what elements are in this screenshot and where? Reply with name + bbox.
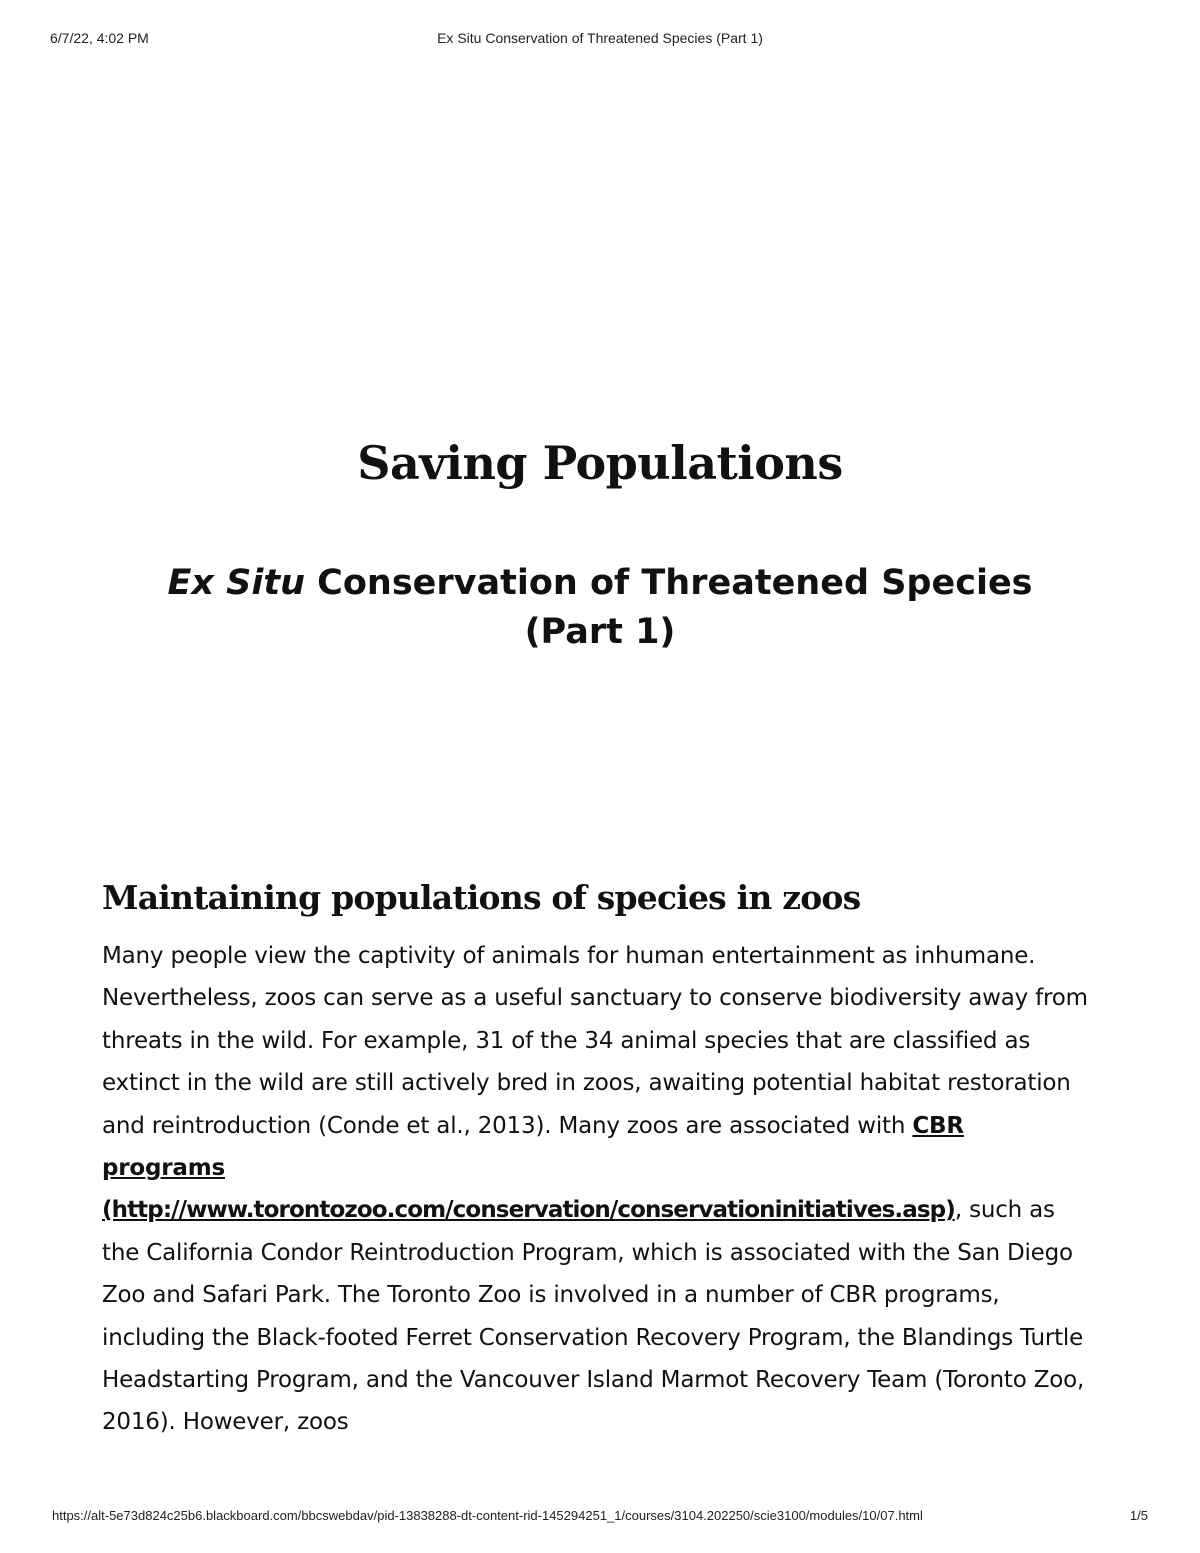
page-subtitle <box>150 559 1050 657</box>
print-footer <box>0 1508 1200 1528</box>
print-date: 6/7/22, 4:02 PM <box>50 30 149 46</box>
subtitle-text: Conservation of Threatened Species (Part 1) <box>305 563 1033 652</box>
body-paragraph <box>102 935 1092 1444</box>
print-url: https://alt-5e73d824c25b6.blackboard.com/bbcswebdav/pid-13838288-dt-content-rid-145294251_1/courses/3104.202250/scie3100/modules/10/07.html <box>52 1508 923 1523</box>
link-trailing-comma: , <box>954 1197 962 1224</box>
section-heading: Maintaining populations of species in zoos <box>102 878 861 917</box>
print-header <box>0 30 1200 50</box>
link-url: (http://www.torontozoo.com/conservation/conservationinitiatives.asp) <box>102 1197 955 1224</box>
page-title: Saving Populations <box>357 436 843 490</box>
print-page-title: Ex Situ Conservation of Threatened Species (Part 1) <box>437 30 763 46</box>
link-label: CBR programs <box>102 1112 964 1182</box>
page-number: 1/5 <box>1129 1508 1148 1523</box>
paragraph-text-after-link: such as the California Condor Reintroduction Program, which is associated with the San Diego Zoo and Safari Park. The Toronto Zoo is involved in a number of CBR programs, including the Black-footed Ferret Conservation Recovery Program, the Blandings Turtle Headstarting Program, and the Vancouver Island Marmot Recovery Team (Toronto Zoo, 2016). However, zoos <box>102 1197 1085 1436</box>
subtitle-italic: Ex Situ <box>167 563 305 603</box>
paragraph-text-before-link: Many people view the captivity of animals for human entertainment as inhumane. Nevertheless, zoos can serve as a useful sanctuary to conserve biodiversity away from threats in the wild. For example, 31 of the 34 animal species that are classified as extinct in the wild are still actively bred in zoos, awaiting potential habitat restoration and reintroduction (Conde et al., 2013). Many zoos are associated with <box>102 943 1088 1139</box>
